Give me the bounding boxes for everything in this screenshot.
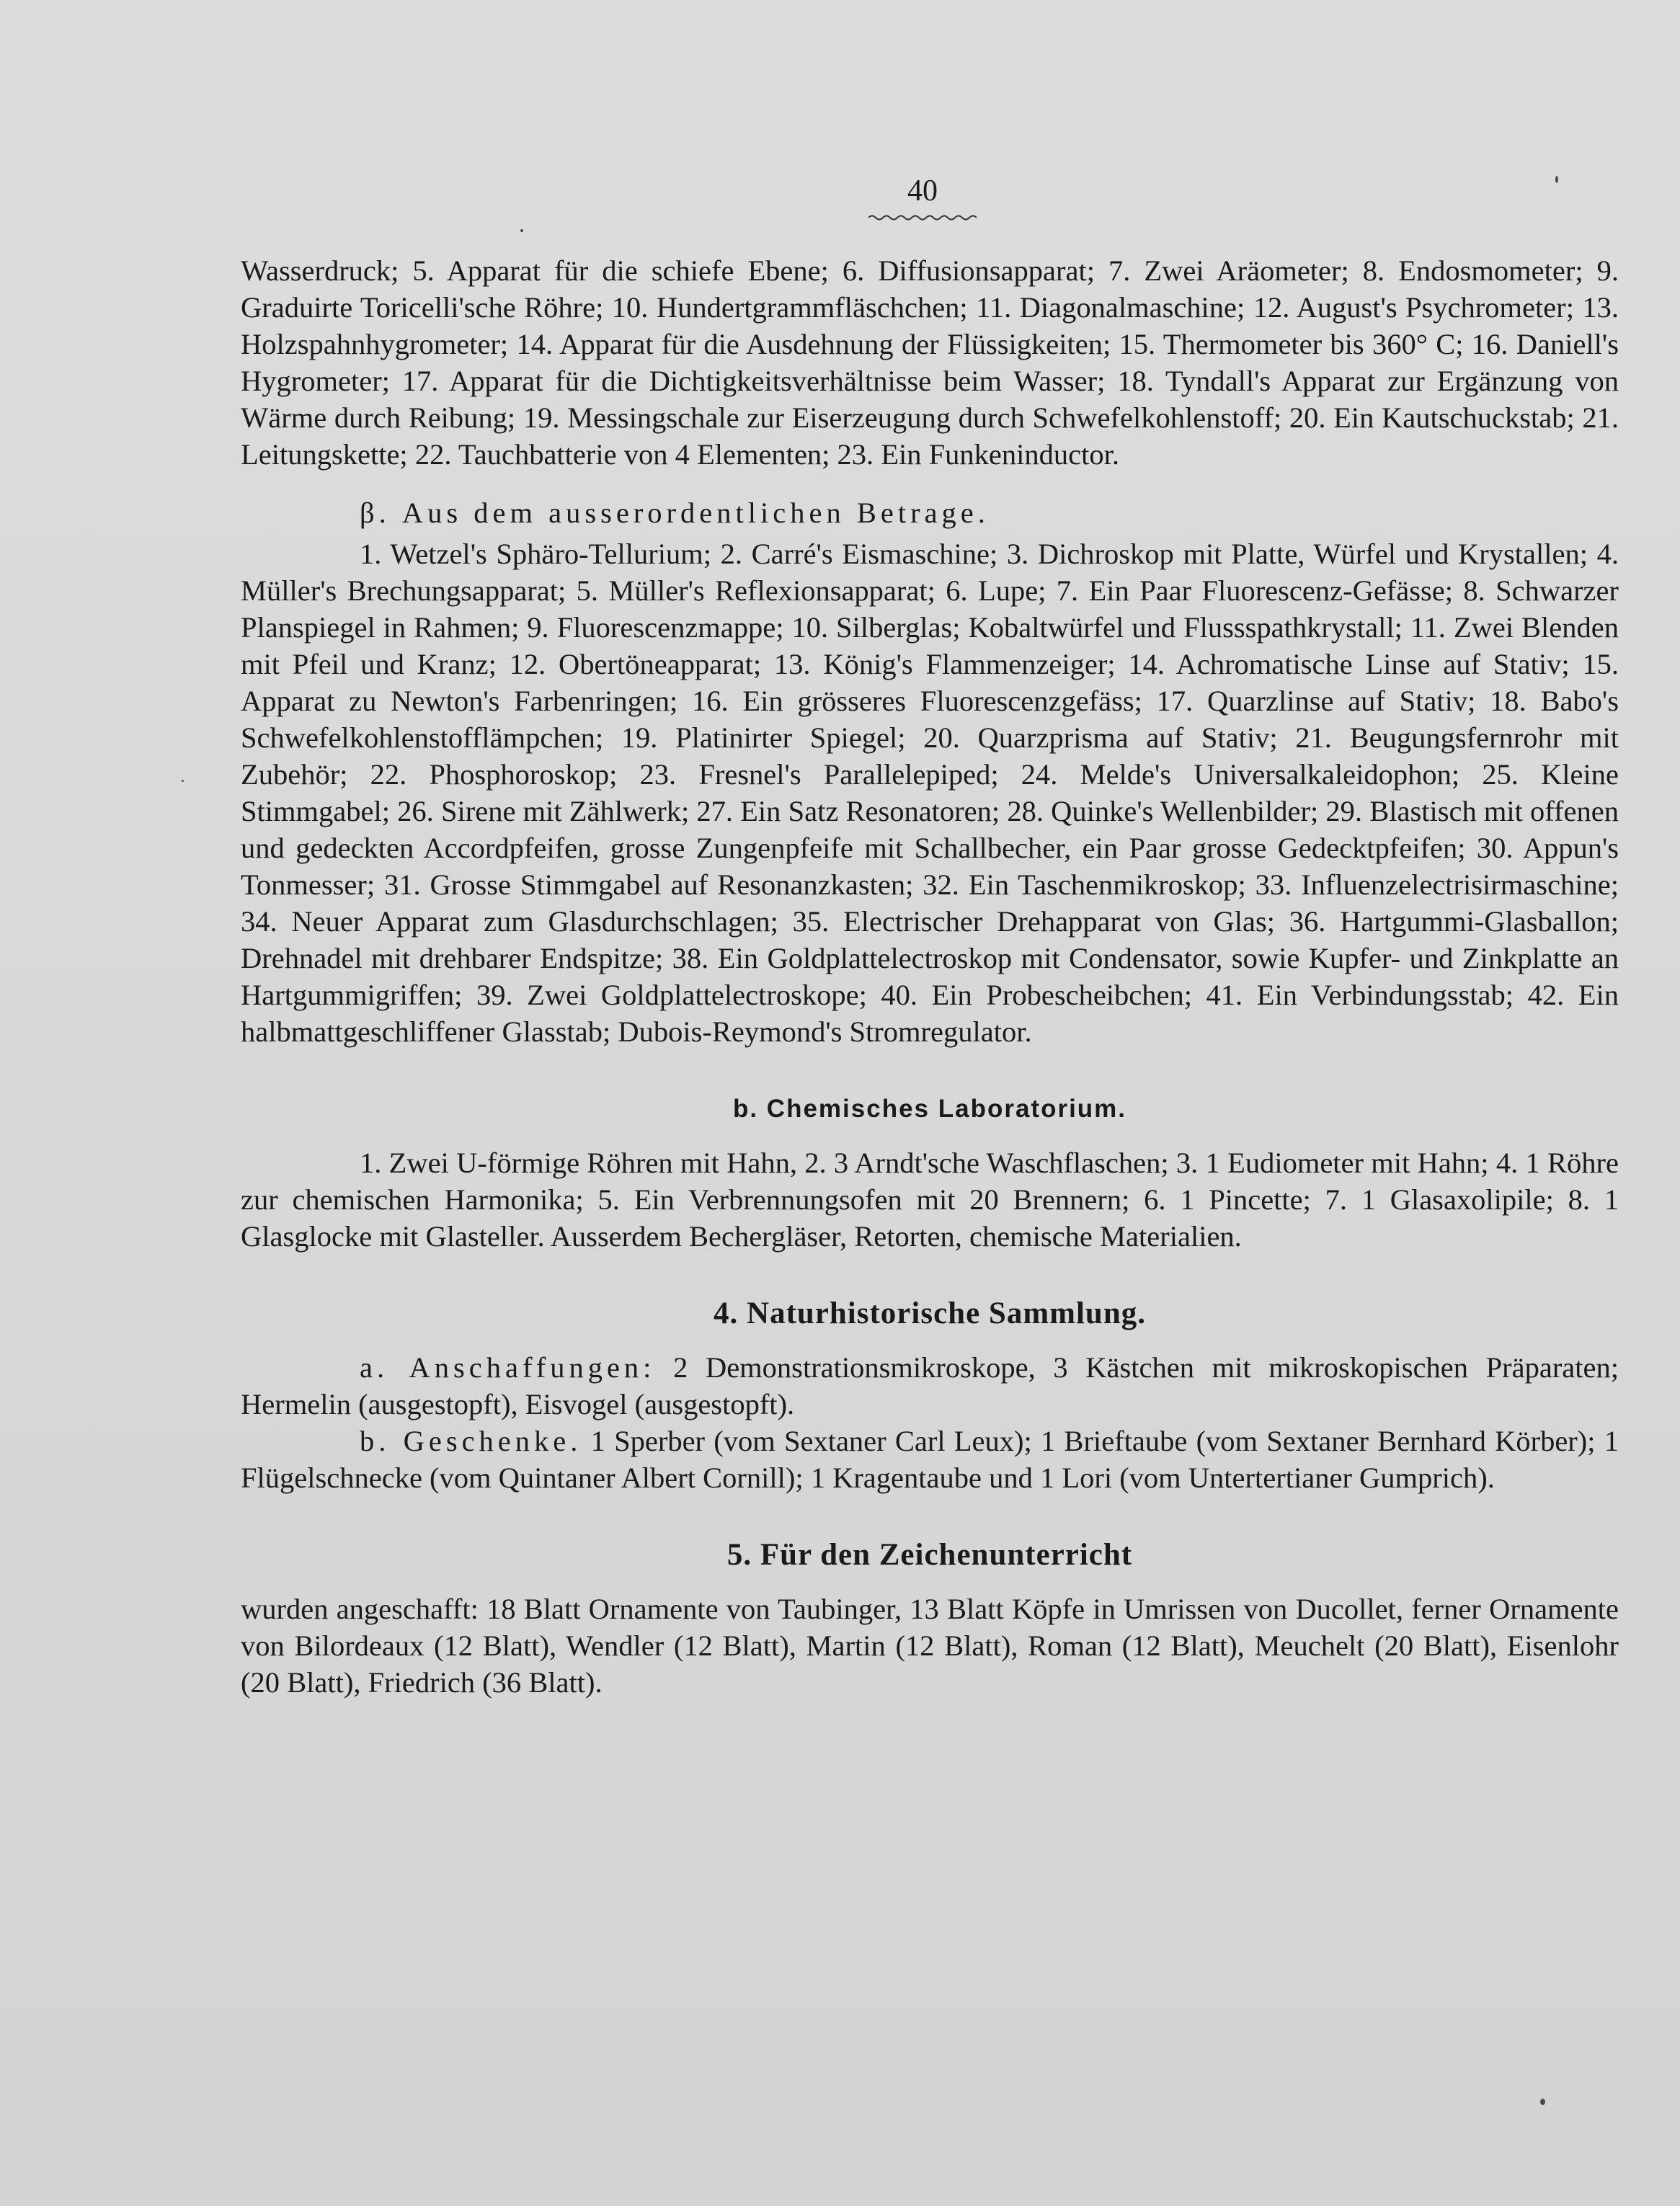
scan-speck xyxy=(182,780,184,782)
natural-history-acquisitions xyxy=(241,1349,1619,1423)
beta-subheading-text: β. Aus dem ausserordentlichen Betrage. xyxy=(360,497,990,529)
natural-history-gifts xyxy=(241,1423,1619,1496)
page-number: 40 xyxy=(907,174,938,208)
chem-lab-paragraph: 1. Zwei U-förmige Röhren mit Hahn, 2. 3 Arndt'sche Waschflaschen; 3. 1 Eudiometer mit Hahn; 4. 1 Röhre zur chemischen Harmonika; 5. Ein Verbrennungsofen mit 20 Brennern; 6. 1 Pincette; 7. 1 Glasaxolipile; 8. 1 Glasglocke mit Glasteller. Ausserdem Bechergläser, Retorten, chemische Materialien. xyxy=(241,1147,1619,1253)
gifts-label: b. Geschenke. xyxy=(360,1425,582,1457)
physics-continued-paragraph: Wasserdruck; 5. Apparat für die schiefe Ebene; 6. Diffusionsapparat; 7. Zwei Aräometer; 8. Endosmometer; 9. Graduirte Toricelli'sche Röhre; 10. Hundertgrammfläschchen; 11. Diagonalmaschine; 12. August's Psychrometer; 13. Holzspahnhygrometer; 14. Apparat für die Ausdehnung der Flüssigkeiten; 15. Thermometer bis 360° C; 16. Daniell's Hygrometer; 17. Apparat für die Dichtigkeitsverhältnisse beim Wasser; 18. Tyndall's Apparat zur Ergänzung von Wärme durch Reibung; 19. Messingschale zur Eiserzeugung durch Schwefelkohlenstoff; 20. Ein Kautschuckstab; 21. Leitungskette; 22. Tauchbatterie von 4 Elementen; 23. Ein Funkeninductor. xyxy=(241,254,1619,471)
page-number-underline xyxy=(868,213,977,222)
acquisitions-label: a. Anschaffungen: xyxy=(360,1351,656,1384)
natural-history-heading: 4. Naturhistorische Sammlung. xyxy=(714,1297,1146,1330)
scan-speck xyxy=(520,229,523,232)
chem-lab-heading: b. Chemisches Laboratorium. xyxy=(732,1095,1127,1123)
beta-subheading xyxy=(241,494,1619,531)
beta-paragraph: 1. Wetzel's Sphäro-Tellurium; 2. Carré's Eismaschine; 3. Dichroskop mit Platte, Würfel und Krystallen; 4. Müller's Brechungsapparat; 5. Müller's Reflexionsapparat; 6. Lupe; 7. Ein Paar Fluorescenz-Gefässe; 8. Schwarzer Planspiegel in Rahmen; 9. Fluorescenzmappe; 10. Silberglas; Kobaltwürfel und Flussspathkrystall; 11. Zwei Blenden mit Pfeil und Kranz; 12. Obertöneapparat; 13. König's Flammenzeiger; 14. Achromatische Linse auf Stativ; 15. Apparat zu Newton's Farbenringen; 16. Ein grösseres Fluorescenzgefäss; 17. Quarzlinse auf Stativ; 18. Babo's Schwefelkohlenstofflämpchen; 19. Platinirter Spiegel; 20. Quarzprisma auf Stativ; 21. Beugungsfernrohr mit Zubehör; 22. Phosphoroskop; 23. Fresnel's Parallelepiped; 24. Melde's Universalkaleidophon; 25. Kleine Stimmgabel; 26. Sirene mit Zählwerk; 27. Ein Satz Resonatoren; 28. Quinke's Wellenbilder; 29. Blastisch mit offenen und gedeckten Accordpfeifen, grosse Zungenpfeife mit Schallbecher, ein Paar grosse Gedecktpfeifen; 30. Appun's Tonmesser; 31. Grosse Stimmgabel auf Resonanzkasten; 32. Ein Taschenmikroskop; 33. Influenzelectrisirmaschine; 34. Neuer Apparat zum Glasdurchschlagen; 35. Electrischer Drehapparat von Glas; 36. Hartgummi-Glasballon; Drehnadel mit drehbarer Endspitze; 38. Ein Goldplattelectroskop mit Condensator, sowie Kupfer- und Zinkplatte an Hartgummigriffen; 39. Zwei Goldplattelectroskope; 40. Ein Probescheibchen; 41. Ein Verbindungsstab; 42. Ein halbmattgeschliffener Glasstab; Dubois-Reymond's Stromregulator. xyxy=(241,538,1619,1048)
scan-speck xyxy=(1540,2099,1545,2105)
drawing-paragraph: wurden angeschafft: 18 Blatt Ornamente von Taubinger, 13 Blatt Köpfe in Umrissen von Ducollet, ferner Ornamente von Bilordeaux (12 Blatt), Wendler (12 Blatt), Martin (12 Blatt), Roman (12 Blatt), Meuchelt (20 Blatt), Eisenlohr (20 Blatt), Friedrich (36 Blatt). xyxy=(241,1593,1619,1699)
page-body xyxy=(241,252,1619,1701)
drawing-heading: 5. Für den Zeichenunterricht xyxy=(726,1538,1133,1572)
acquisitions-text: 2 Demonstrationsmikroskope, 3 Kästchen mit mikroskopischen Präparaten; Hermelin (ausgestopft), Eisvogel (ausgestopft). xyxy=(241,1351,1619,1420)
gifts-text: 1 Sperber (vom Sextaner Carl Leux); 1 Brieftaube (vom Sextaner Bernhard Körber); 1 Flügelschnecke (vom Quintaner Albert Cornill); 1 Kragentaube und 1 Lori (vom Untertertianer Gumprich). xyxy=(241,1425,1619,1494)
scan-speck xyxy=(1555,176,1558,183)
